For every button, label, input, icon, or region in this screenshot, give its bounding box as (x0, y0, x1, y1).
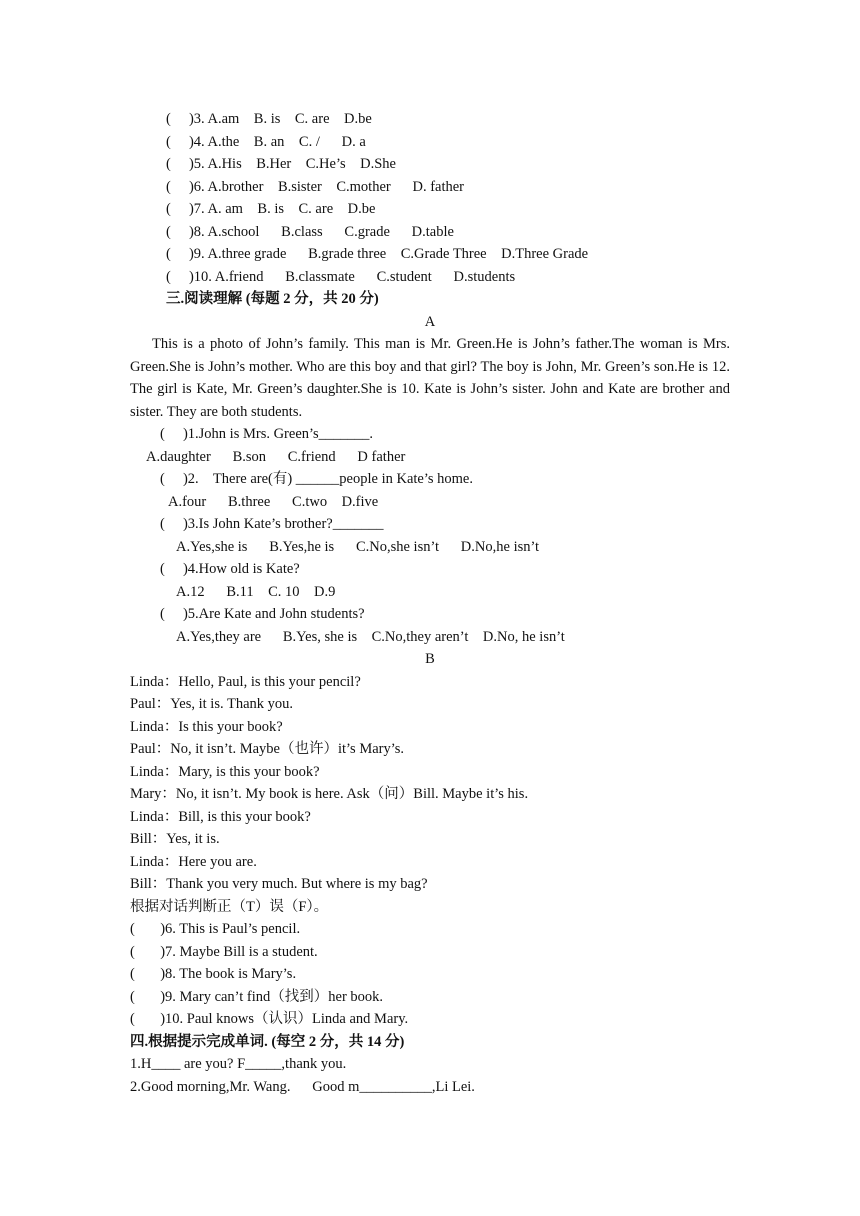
tf-item: ( )7. Maybe Bill is a student. (130, 943, 318, 960)
dialogue-line: Bill：Yes, it is. (130, 831, 220, 847)
fill-in-item: 1.H____ are you? F_____,thank you. (130, 1056, 347, 1072)
dialogue-line: Linda：Mary, is this your book? (130, 763, 320, 780)
tf-item: ( )9. Mary can’t find（找到）her book. (130, 988, 384, 1005)
question-item: ( )10. A.friend B.classmate C.student D.students (166, 268, 516, 285)
fill-in-item: 2.Good morning,Mr. Wang. Good m__________,Li Lei. (130, 1078, 475, 1095)
question-item: ( )3. A.am B. is C. are D.be (166, 111, 372, 127)
reading-question-4: ( )4.How old is Kate? (160, 561, 300, 577)
question-item: ( )7. A. am B. is C. are D.be (166, 201, 376, 217)
dialogue-line: Paul：No, it isn’t. Maybe（也许）it’s Mary’s. (130, 741, 405, 757)
section2-items (130, 108, 730, 288)
tf-item: ( )8. The book is Mary’s. (130, 966, 297, 982)
part-a-label: A (424, 313, 436, 330)
dialogue-line: Bill：Thank you very much. But where is my bag? (130, 876, 428, 892)
reading-question-5: ( )5.Are Kate and John students? (160, 606, 365, 622)
dialogue-line: Linda：Is this your book? (130, 718, 283, 735)
dialogue (130, 671, 730, 896)
section4-heading: 四.根据提示完成单词. (每空 2 分，共 14 分) (130, 1033, 405, 1050)
reading-options-4: A.12 B.11 C. 10 D.9 (176, 583, 336, 600)
question-item: ( )4. A.the B. an C. / D. a (166, 133, 366, 150)
reading-passage: This is a photo of John’s family. This man is Mr. Green.He is John’s father.The woman is Mrs. Green.She is John’s mother. Who are this boy and that girl? The boy is John, Mr. Green’s son.He is 12. The girl is Kate, Mr. Green’s daughter.She is 10. Kate is John’s sister. John and Kate are brother and sister. They are both students. (130, 336, 730, 420)
tf-item: ( )6. This is Paul’s pencil. (130, 921, 301, 937)
question-item: ( )6. A.brother B.sister C.mother D. father (166, 178, 465, 195)
reading-options-3: A.Yes,she is B.Yes,he is C.No,she isn’t D.No,he isn’t (176, 538, 540, 555)
dialogue-line: Paul：Yes, it is. Thank you. (130, 696, 294, 712)
tf-item: ( )10. Paul knows（认识）Linda and Mary. (130, 1011, 409, 1027)
dialogue-line: Linda：Bill, is this your book? (130, 808, 311, 825)
reading-question-1: ( )1.John is Mrs. Green’s_______. (160, 426, 374, 442)
reading-options-2: A.four B.three C.two D.five (168, 493, 379, 510)
question-item: ( )8. A.school B.class C.grade D.table (166, 223, 454, 240)
reading-options-5: A.Yes,they are B.Yes, she is C.No,they aren’t D.No, he isn’t (176, 628, 565, 645)
part-b-label: B (425, 651, 435, 667)
question-item: ( )5. A.His B.Her C.He’s D.She (166, 156, 396, 172)
question-item: ( )9. A.three grade B.grade three C.Grade Three D.Three Grade (166, 246, 589, 262)
reading-options-1: A.daughter B.son C.friend D father (146, 448, 406, 465)
dialogue-line: Mary：No, it isn’t. My book is here. Ask（问）Bill. Maybe it’s his. (130, 786, 529, 802)
worksheet-page (130, 108, 730, 1098)
dialogue-line: Linda：Hello, Paul, is this your pencil? (130, 673, 361, 690)
section3-heading: 三.阅读理解 (每题 2 分，共 20 分) (166, 291, 379, 307)
tf-instruction: 根据对话判断正（T）误（F）。 (130, 898, 329, 915)
tf-items (130, 918, 730, 1031)
reading-question-2: ( )2. There are(有) ______people in Kate’s home. (160, 471, 473, 487)
reading-question-3: ( )3.Is John Kate’s brother?_______ (160, 516, 384, 532)
dialogue-line: Linda：Here you are. (130, 853, 257, 870)
